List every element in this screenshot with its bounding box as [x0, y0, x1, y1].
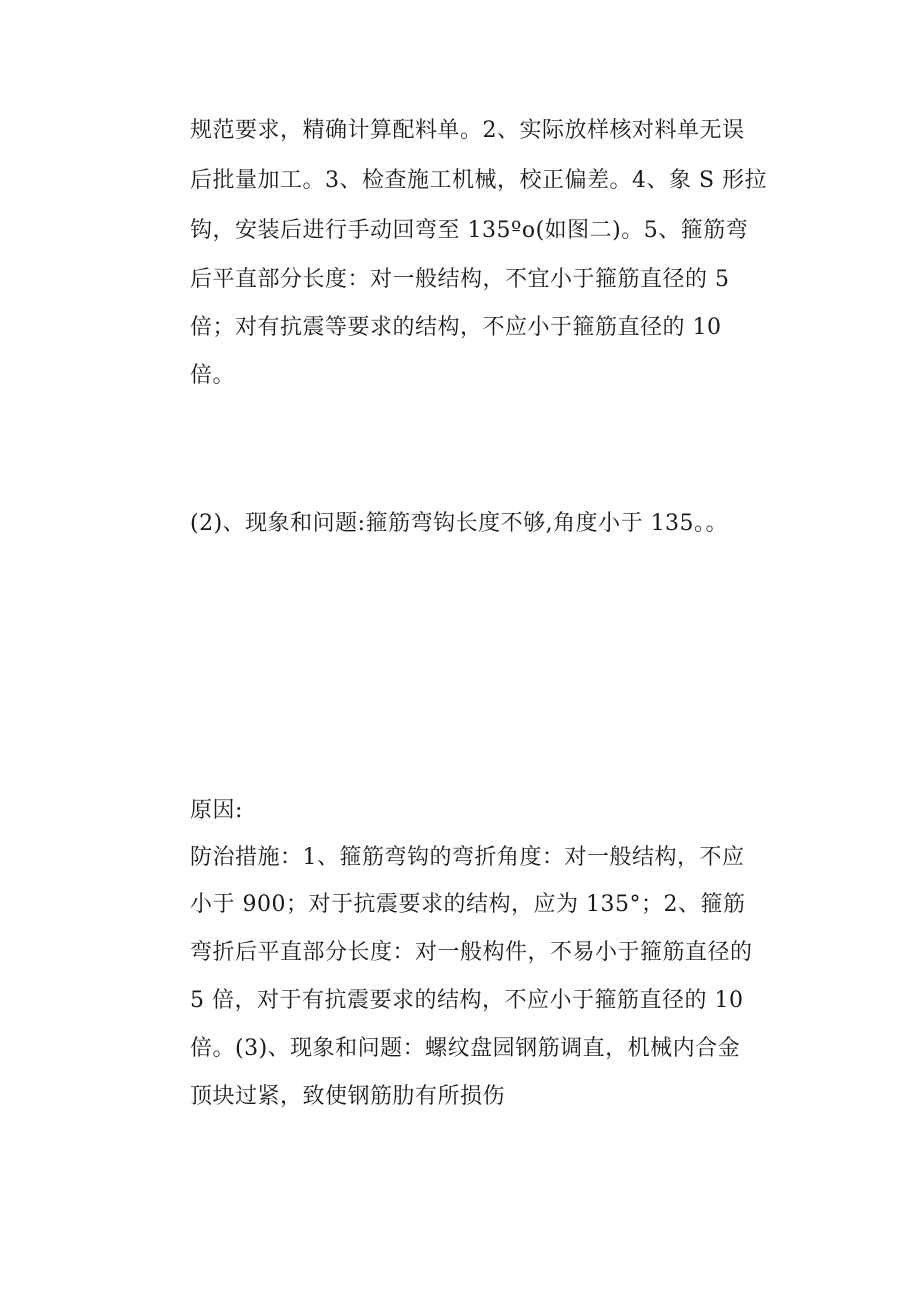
text-line: 倍。: [190, 363, 236, 388]
text-line: 倍；对有抗震等要求的结构，不应小于箍筋直径的 10: [190, 315, 722, 340]
text-line: 后平直部分长度：对一般结构，不宜小于箍筋直径的 5: [190, 267, 730, 292]
text-line: 小于 900；对于抗震要求的结构，应为 135°；2、箍筋: [190, 892, 746, 917]
text-line: 倍。(3)、现象和问题：螺纹盘园钢筋调直，机械内合金: [190, 1036, 741, 1061]
text-line: 后批量加工。3、检查施工机械，校正偏差。4、象 S 形拉: [190, 168, 768, 193]
text-line: 5 倍，对于有抗震要求的结构，不应小于箍筋直径的 10: [190, 988, 744, 1013]
cause-label: 原因:: [190, 798, 243, 823]
text-line: 防治措施：1、箍筋弯钩的弯折角度：对一般结构，不应: [190, 845, 745, 870]
text-line: 钩，安装后进行手动回弯至 135ºo(如图二)。5、箍筋弯: [190, 218, 749, 243]
text-line: 顶块过紧，致使钢筋肋有所损伤: [190, 1084, 506, 1109]
text-line: 规范要求，精确计算配料单。2、实际放样核对料单无误: [190, 118, 745, 143]
text-line: 弯折后平直部分长度：对一般构件，不易小于箍筋直径的: [190, 940, 753, 965]
section-heading: (2)、现象和问题:箍筋弯钩长度不够,角度小于 135。。: [190, 511, 729, 536]
